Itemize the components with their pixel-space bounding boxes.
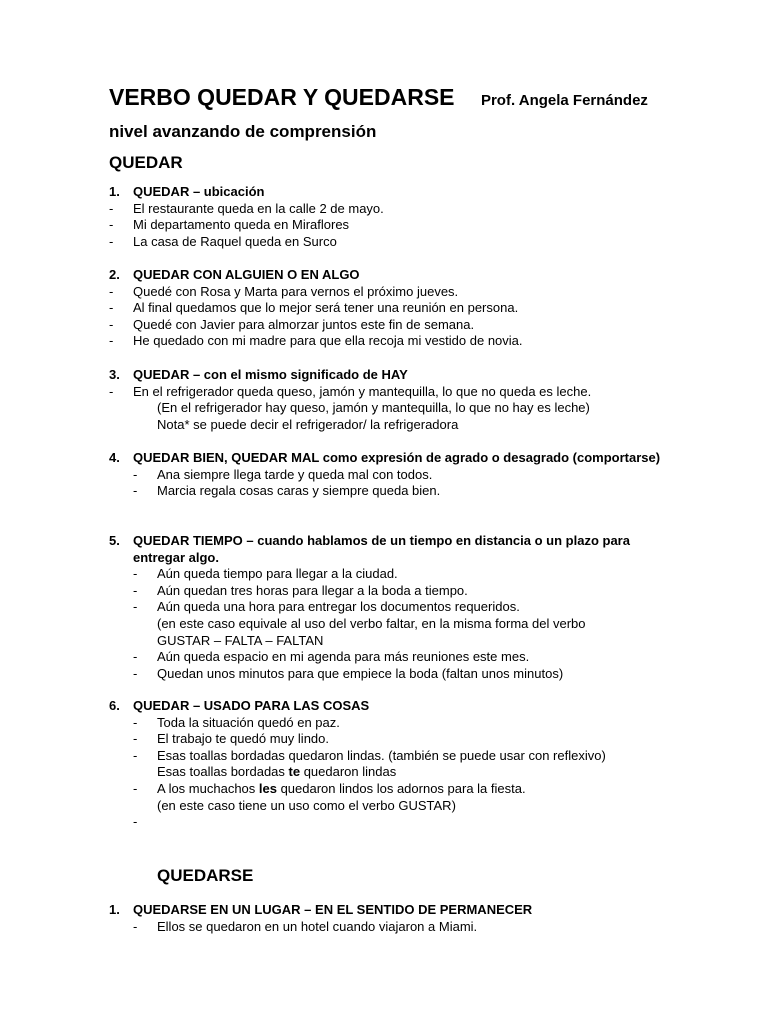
section-1 <box>109 184 669 250</box>
section-title-text: QUEDAR CON ALGUIEN O EN ALGO <box>133 267 360 282</box>
list-item: - Aún queda una hora para entregar los documentos requeridos. <box>133 599 520 615</box>
note-line: Esas toallas bordadas te quedaron lindas <box>157 764 397 780</box>
list-item: - Quedan unos minutos para que empiece la boda (faltan unos minutos) <box>133 665 564 681</box>
list-item: - Ana siempre llega tarde y queda mal con todos. <box>133 466 433 482</box>
section-title <box>109 450 669 467</box>
list-item: - Aún queda tiempo para llegar a la ciudad. <box>133 566 398 582</box>
section-5 <box>109 533 669 682</box>
list-item: - Esas toallas bordadas quedaron lindas. (también se puede usar con reflexivo) <box>133 747 606 763</box>
section-title-text: QUEDAR – con el mismo significado de HAY <box>133 367 408 382</box>
section-number: 6. <box>109 698 120 713</box>
section-title <box>109 367 669 384</box>
section-title <box>109 267 669 284</box>
note-line: Nota* se puede decir el refrigerador/ la refrigeradora <box>157 416 459 432</box>
section-number: 4. <box>109 450 120 465</box>
author-name: Prof. Angela Fernández <box>480 92 648 109</box>
list-item: - Ellos se quedaron en un hotel cuando viajaron a Miami. <box>133 918 478 934</box>
list-item: - Marcia regala cosas caras y siempre queda bien. <box>133 483 441 499</box>
list-item: - Quedé con Javier para almorzar juntos este fin de semana. <box>109 316 475 332</box>
document-header <box>109 84 648 111</box>
document-subtitle: nivel avanzando de comprensión <box>109 122 377 141</box>
section-title <box>109 902 669 919</box>
list-item: - El restaurante queda en la calle 2 de mayo. <box>109 200 384 216</box>
section-title <box>109 533 669 566</box>
list-item: - Aún quedan tres horas para llegar a la boda a tiempo. <box>133 582 468 598</box>
section-title-text: QUEDAR – USADO PARA LAS COSAS <box>133 698 370 713</box>
section-number: 1. <box>109 902 120 917</box>
section-number: 2. <box>109 267 120 282</box>
heading-quedarse: QUEDARSE <box>157 866 254 885</box>
document-title: VERBO QUEDAR Y QUEDARSE <box>109 84 455 110</box>
note-line: (En el refrigerador hay queso, jamón y mantequilla, lo que no hay es leche) <box>157 400 590 416</box>
list-item: - Toda la situación quedó en paz. <box>133 714 340 730</box>
list-item: - La casa de Raquel queda en Surco <box>109 233 337 249</box>
list-item: - Quedé con Rosa y Marta para vernos el próximo jueves. <box>109 283 459 299</box>
list-item: - Aún queda espacio en mi agenda para más reuniones este mes. <box>133 649 530 665</box>
section-2 <box>109 267 669 350</box>
list-item: - El trabajo te quedó muy lindo. <box>133 731 329 747</box>
note-line: GUSTAR – FALTA – FALTAN <box>157 632 324 648</box>
list-item: - Mi departamento queda en Miraflores <box>109 217 350 233</box>
section-3 <box>109 367 669 433</box>
section-4 <box>109 450 669 500</box>
note-line: (en este caso tiene un uso como el verbo GUSTAR) <box>157 797 456 813</box>
section-title <box>109 184 669 201</box>
list-item: - A los muchachos les quedaron lindos los adornos para la fiesta. <box>133 780 526 796</box>
section-title-text: QUEDAR TIEMPO – cuando hablamos de un tiempo en distancia o un plazo para entregar algo. <box>133 533 630 565</box>
section-title-text: QUEDARSE EN UN LUGAR – EN EL SENTIDO DE PERMANECER <box>133 902 533 917</box>
section-number: 3. <box>109 367 120 382</box>
section-number: 1. <box>109 184 120 199</box>
section-6 <box>109 698 669 831</box>
list-item: - En el refrigerador queda queso, jamón y mantequilla, lo que no queda es leche. <box>109 383 592 399</box>
section-title-text: QUEDAR BIEN, QUEDAR MAL como expresión de agrado o desagrado (comportarse) <box>133 450 661 465</box>
list-item: - He quedado con mi madre para que ella recoja mi vestido de novia. <box>109 333 523 349</box>
note-line: (en este caso equivale al uso del verbo faltar, en la misma forma del verbo <box>157 615 586 631</box>
section-number: 5. <box>109 533 120 548</box>
heading-quedar: QUEDAR <box>109 153 183 172</box>
quedarse-section-1 <box>109 902 669 935</box>
list-item-empty: - <box>133 814 138 830</box>
section-title-text: QUEDAR – ubicación <box>133 184 265 199</box>
list-item: - Al final quedamos que lo mejor será tener una reunión en persona. <box>109 300 519 316</box>
section-title <box>109 698 669 715</box>
